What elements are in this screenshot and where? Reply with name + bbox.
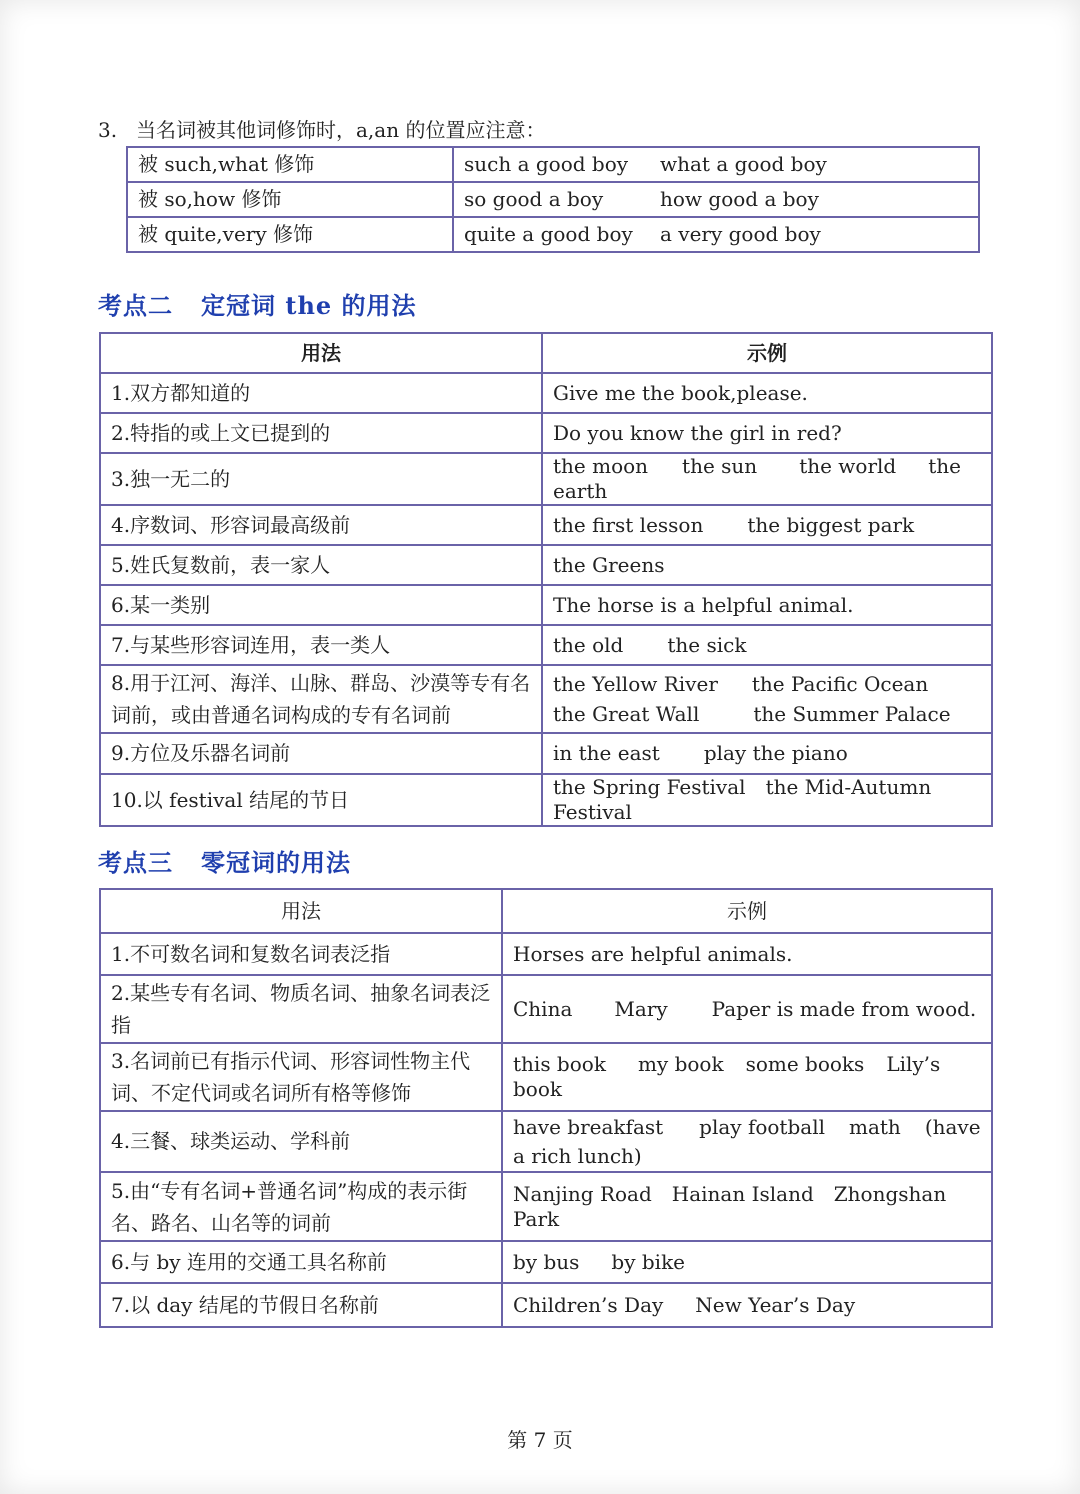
example-cell: how good a boy — [650, 182, 979, 217]
example-cell — [542, 733, 992, 774]
example-text: the biggest park — [747, 512, 915, 537]
table-row — [127, 182, 979, 217]
example-text: the Mid-Autumn Festival — [553, 775, 932, 824]
heading-label: 考点二 — [98, 291, 173, 320]
table-header-row — [100, 333, 992, 373]
example-text: Nanjing Road — [513, 1181, 652, 1206]
table-row — [100, 545, 992, 585]
example-cell: a very good boy — [650, 217, 979, 252]
example-text: (have a rich lunch) — [513, 1114, 981, 1168]
column-header-usage: 用法 — [100, 333, 542, 373]
usage-cell: 4.三餐、球类运动、学科前 — [100, 1111, 502, 1172]
example-text: the sick — [667, 632, 747, 657]
table-row — [100, 625, 992, 665]
example-cell: quite a good boy — [453, 217, 650, 252]
table-row — [127, 147, 979, 182]
modifier-label: 被 so,how 修饰 — [127, 182, 453, 217]
example-text: Lily’s book — [513, 1052, 941, 1101]
example-cell — [542, 373, 992, 413]
table-row — [100, 1283, 992, 1327]
table-row — [100, 505, 992, 545]
example-text: some books — [745, 1052, 865, 1076]
table-row — [100, 774, 992, 826]
example-text: Hainan Island — [671, 1181, 814, 1206]
example-text: Give me the book,please. — [553, 380, 808, 405]
example-text: the old — [553, 632, 624, 657]
example-text: the Great Wall — [553, 702, 700, 726]
example-text: the first lesson — [553, 512, 704, 537]
page-number: 第 7 页 — [507, 1428, 573, 1452]
example-text: the sun — [682, 454, 758, 478]
usage-cell: 4.序数词、形容词最高级前 — [100, 505, 542, 545]
definite-article-table — [99, 332, 993, 827]
example-text: Do you know the girl in red? — [553, 420, 842, 445]
example-cell — [542, 545, 992, 585]
modifier-label: 被 such,what 修饰 — [127, 147, 453, 182]
example-line — [553, 669, 981, 699]
section-heading-definite-article — [98, 286, 417, 321]
section3-title — [98, 114, 545, 143]
usage-cell: 8.用于江河、海洋、山脉、群岛、沙漠等专有名词前，或由普通名词构成的专有名词前 — [100, 665, 542, 733]
example-text: the Spring Festival — [553, 775, 746, 799]
example-text: New Year’s Day — [695, 1292, 856, 1317]
example-cell — [502, 1043, 992, 1111]
table-row — [100, 1111, 992, 1172]
example-text: by bus — [513, 1249, 580, 1274]
example-text: Horses are helpful animals. — [513, 941, 793, 966]
example-cell: such a good boy — [453, 147, 650, 182]
example-text: The horse is a helpful animal. — [553, 592, 854, 617]
example-text: the moon — [553, 454, 649, 478]
table-row — [100, 453, 992, 505]
usage-cell: 5.由“专有名词+普通名词”构成的表示街名、路名、山名等的词前 — [100, 1172, 502, 1241]
table-header-row — [100, 889, 992, 933]
usage-cell: 6.某一类别 — [100, 585, 542, 625]
usage-cell: 7.以 day 结尾的节假日名称前 — [100, 1283, 502, 1327]
table-row — [100, 373, 992, 413]
example-cell — [502, 1283, 992, 1327]
example-cell: what a good boy — [650, 147, 979, 182]
example-text: the earth — [553, 454, 961, 503]
article-position-table — [126, 146, 980, 253]
column-header-example: 示例 — [502, 889, 992, 933]
example-cell — [542, 585, 992, 625]
example-cell — [542, 774, 992, 826]
zero-article-table — [99, 888, 993, 1328]
example-line — [553, 699, 981, 729]
example-text: Paper is made from wood. — [711, 996, 977, 1021]
table-row — [100, 733, 992, 774]
usage-cell: 5.姓氏复数前，表一家人 — [100, 545, 542, 585]
modifier-label: 被 quite,very 修饰 — [127, 217, 453, 252]
usage-cell: 9.方位及乐器名词前 — [100, 733, 542, 774]
usage-cell: 1.不可数名词和复数名词表泛指 — [100, 933, 502, 975]
example-text: my book — [637, 1052, 724, 1076]
table-row — [100, 665, 992, 733]
example-text: the Summer Palace — [753, 702, 951, 726]
example-text: China — [513, 996, 573, 1021]
section-heading-zero-article — [98, 843, 351, 878]
example-cell — [542, 413, 992, 453]
column-header-example: 示例 — [542, 333, 992, 373]
example-text: Mary — [614, 996, 668, 1021]
heading-title: 定冠词 the 的用法 — [201, 291, 417, 320]
example-text: the Yellow River — [553, 672, 718, 696]
example-cell — [502, 933, 992, 975]
example-text: play the piano — [703, 741, 848, 765]
example-text: in the east — [553, 741, 660, 765]
section3-title-text: 当名词被其他词修饰时，a,an 的位置应注意： — [136, 118, 546, 142]
heading-label: 考点三 — [98, 848, 173, 877]
example-cell — [502, 975, 992, 1043]
example-cell — [542, 665, 992, 733]
column-header-usage: 用法 — [100, 889, 502, 933]
example-text: the world — [799, 454, 897, 478]
example-cell — [502, 1111, 992, 1172]
example-cell — [502, 1172, 992, 1241]
example-text: the Pacific Ocean — [751, 672, 929, 696]
usage-cell: 10.以 festival 结尾的节日 — [100, 774, 542, 826]
example-cell — [542, 505, 992, 545]
example-text: Children’s Day — [513, 1292, 664, 1317]
example-cell — [542, 625, 992, 665]
usage-cell: 3.独一无二的 — [100, 453, 542, 505]
table-row — [100, 585, 992, 625]
usage-cell: 7.与某些形容词连用，表一类人 — [100, 625, 542, 665]
usage-cell: 2.特指的或上文已提到的 — [100, 413, 542, 453]
table-row — [100, 413, 992, 453]
section3-number: 3. — [98, 118, 118, 142]
example-text: math — [849, 1114, 901, 1139]
example-text: Zhongshan Park — [513, 1181, 947, 1231]
example-cell — [502, 1241, 992, 1283]
table-row — [100, 933, 992, 975]
example-cell — [542, 453, 992, 505]
usage-cell: 3.名词前已有指示代词、形容词性物主代词、不定代词或名词所有格等修饰 — [100, 1043, 502, 1111]
table-row — [127, 217, 979, 252]
usage-cell: 6.与 by 连用的交通工具名称前 — [100, 1241, 502, 1283]
table-row — [100, 1043, 992, 1111]
usage-cell: 2.某些专有名词、物质名词、抽象名词表泛指 — [100, 975, 502, 1043]
example-text: have breakfast — [513, 1114, 664, 1139]
table-row — [100, 1241, 992, 1283]
example-text: play football — [699, 1114, 825, 1139]
example-text: by bike — [611, 1249, 686, 1274]
table-row — [100, 975, 992, 1043]
example-text: this book — [513, 1052, 606, 1076]
example-cell: so good a boy — [453, 182, 650, 217]
usage-cell: 1.双方都知道的 — [100, 373, 542, 413]
example-text: the Greens — [553, 552, 665, 577]
table-row — [100, 1172, 992, 1241]
heading-title: 零冠词的用法 — [201, 848, 351, 877]
